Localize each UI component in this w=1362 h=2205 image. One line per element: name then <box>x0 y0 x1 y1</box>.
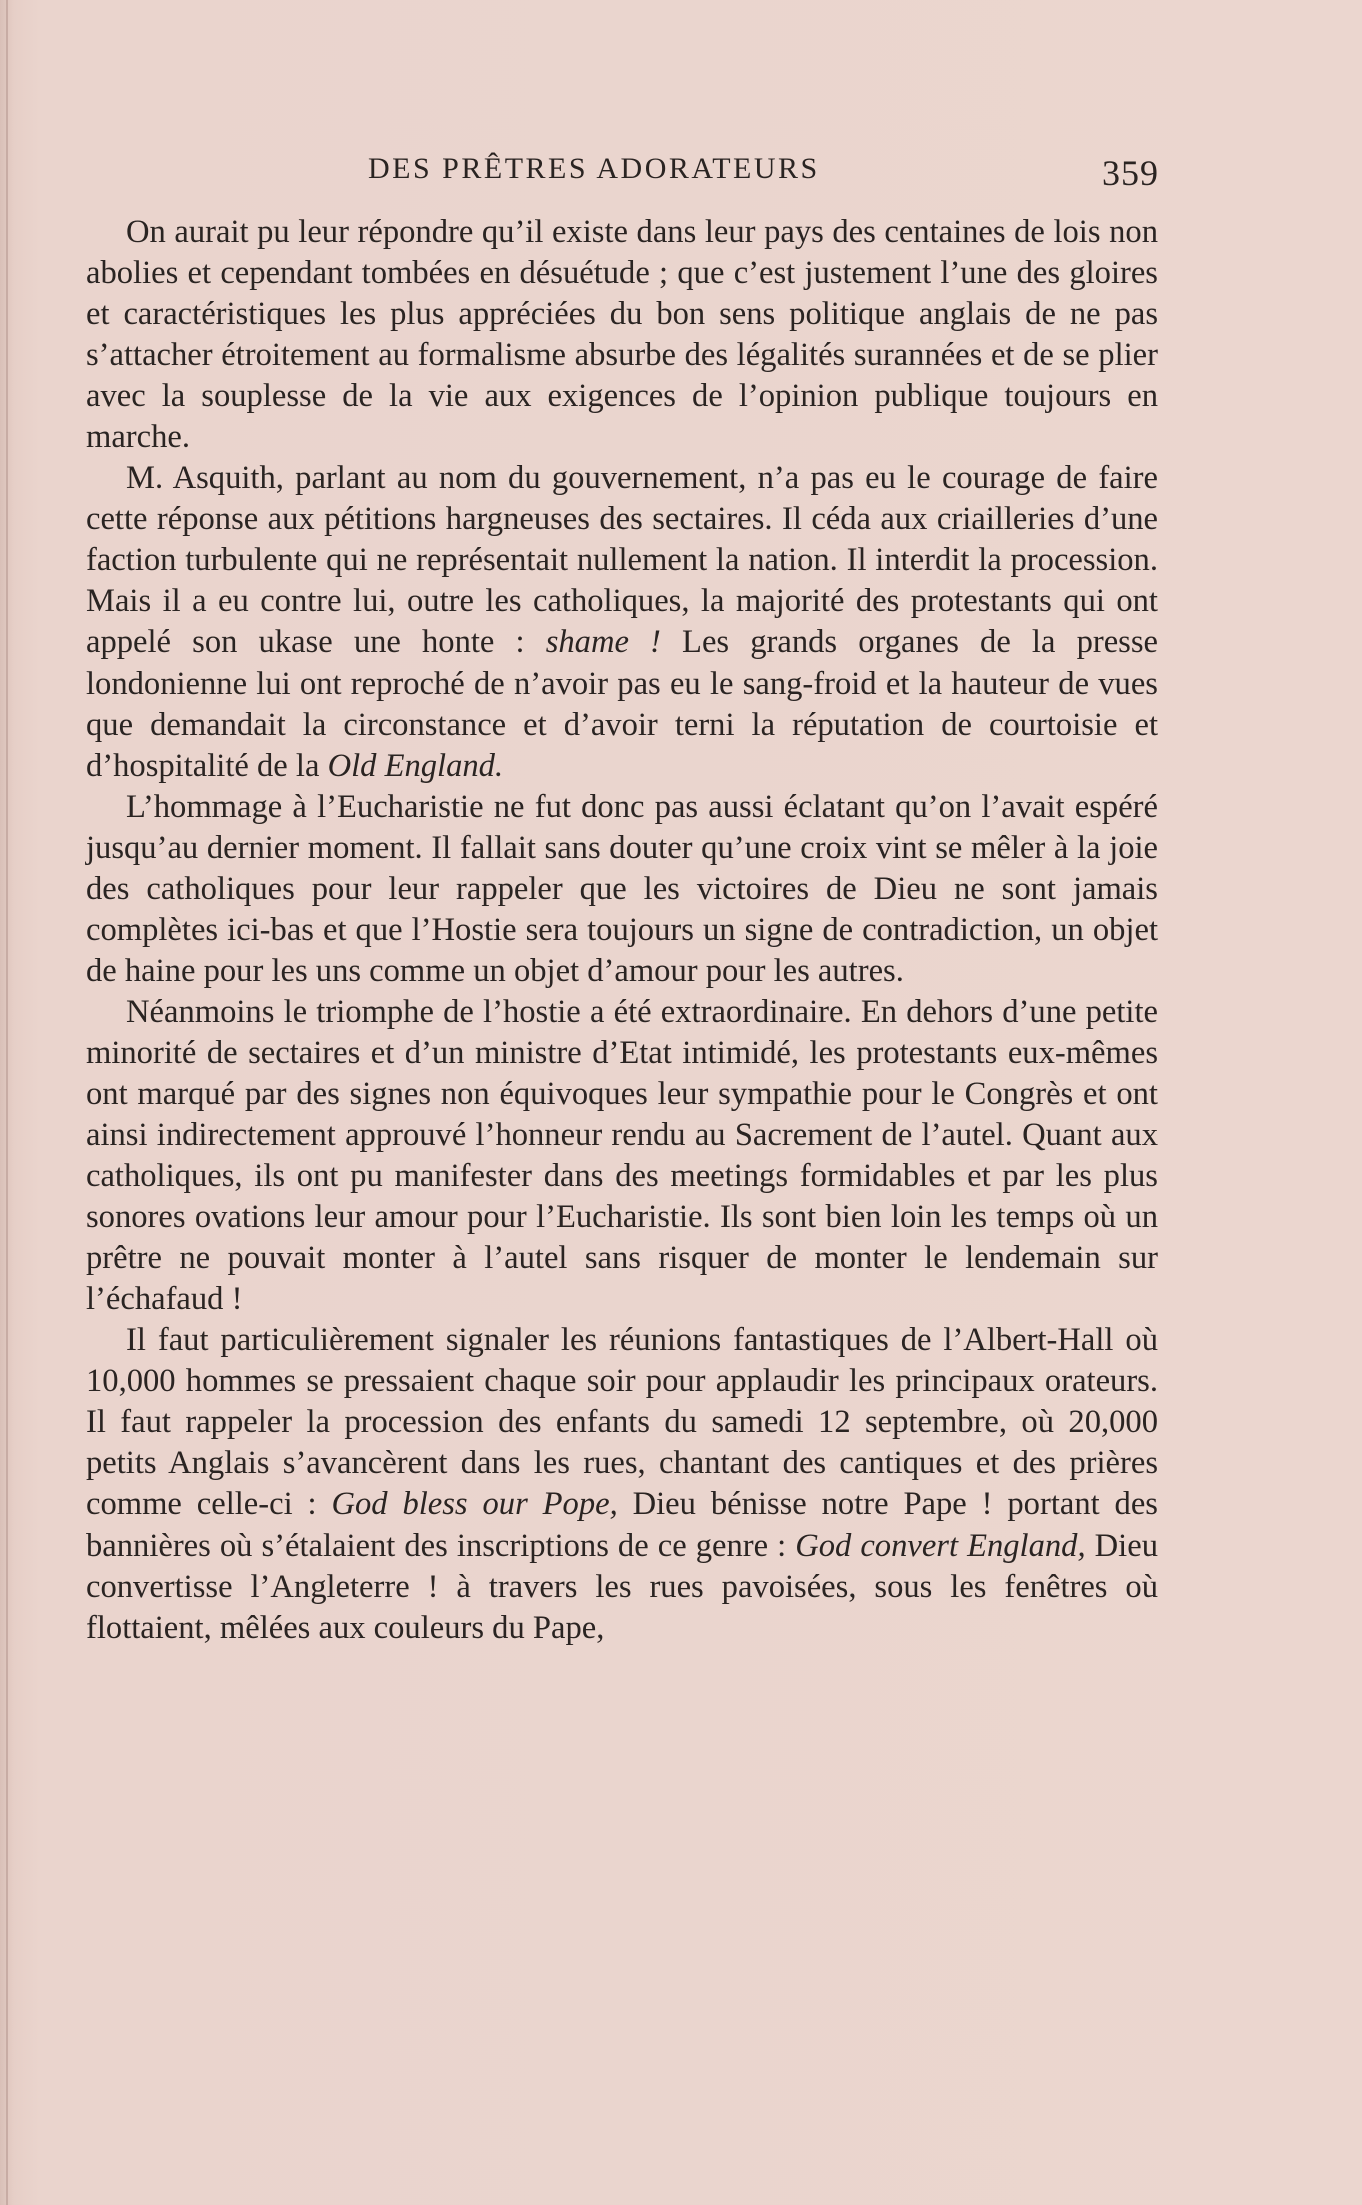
paragraph <box>86 458 1158 786</box>
paragraph <box>86 1320 1158 1648</box>
paragraph <box>86 212 1158 458</box>
running-title: DES PRÊTRES ADORATEURS <box>368 152 820 185</box>
text-segment: Il faut particulièrement signaler les réunions fantastiques de l’Albert-Hall où 10,000 hommes se pressaient chaque soir pour applaudir les principaux orateurs. Il faut rappeler la procession des enfants du samedi 12 septembre, où 20,000 petits Anglais s’avancèrent dans les rues, chantant des cantiques et des prières comme celle-ci : <box>86 1322 1158 1523</box>
page-number: 359 <box>1102 153 1159 193</box>
paragraph <box>86 787 1158 992</box>
text-segment: Dieu convertisse l’Angleterre ! à travers les rues pavoisées, sous les fenêtres où flottaient, mêlées aux couleurs du Pape, <box>86 1527 1158 1646</box>
text-segment: Néanmoins le triomphe de l’hostie a été extraordinaire. En dehors d’une petite minorité de sectaires et d’un ministre d’Etat intimidé, les protestants eux-mêmes ont marqué par des signes non équivoques leur sympathie pour le Congrès et ont ainsi indirectement approuvé l’honneur rendu au Sacrement de l’autel. Quant aux catholiques, ils ont pu manifester dans des meetings formidables et par les plus sonores ovations leur amour pour l’Eucharistie. Ils sont bien loin les temps où un prêtre ne pouvait monter à l’autel sans risquer de monter le lendemain sur l’échafaud ! <box>86 993 1158 1318</box>
text-segment: L’hommage à l’Eucharistie ne fut donc pas aussi éclatant qu’on l’avait espéré jusqu’au dernier moment. Il fallait sans douter qu’une croix vint se mêler à la joie des catholiques pour leur rappeler que les victoires de Dieu ne sont jamais complètes ici-bas et que l’Hostie sera toujours un signe de contradiction, un objet de haine pour les uns comme un objet d’amour pour les autres. <box>86 788 1158 989</box>
italic-segment: God convert England, <box>795 1527 1086 1564</box>
body-text <box>86 212 1158 1649</box>
text-segment: On aurait pu leur répondre qu’il existe dans leur pays des centaines de lois non abolies et cependant tombées en désuétude ; que c’est justement l’une des gloires et caractéristiques les plus appréciées du bon sens politique anglais de ne pas s’attacher étroitement au formalisme absurbe des légalités surannées et de se plier avec la souplesse de la vie aux exigences de l’opinion publique toujours en marche. <box>86 214 1158 456</box>
text-segment: M. Asquith, parlant au nom du gouvernement, n’a pas eu le courage de faire cette réponse aux pétitions hargneuses des sectaires. Il céda aux criailleries d’une faction turbulente qui ne représentait nullement la nation. Il interdit la procession. Mais il a eu contre lui, outre les catholiques, la majorité des protestants qui ont appelé son ukase une honte : <box>86 460 1158 661</box>
italic-segment: shame ! <box>545 624 661 661</box>
page-edge <box>6 0 8 2205</box>
text-segment: Dieu bénisse notre Pape ! portant des bannières où s’étalaient des inscriptions de ce genre : <box>86 1486 1158 1564</box>
italic-segment: Old England. <box>327 747 504 784</box>
paragraph <box>86 992 1158 1320</box>
text-segment: Les grands organes de la presse londonienne lui ont reproché de n’avoir pas eu le sang-froid et la hauteur de vues que demandait la circonstance et d’avoir terni la réputation de courtoisie et d’hospitalité de la <box>86 624 1158 784</box>
italic-segment: God bless our Pope, <box>331 1486 618 1523</box>
